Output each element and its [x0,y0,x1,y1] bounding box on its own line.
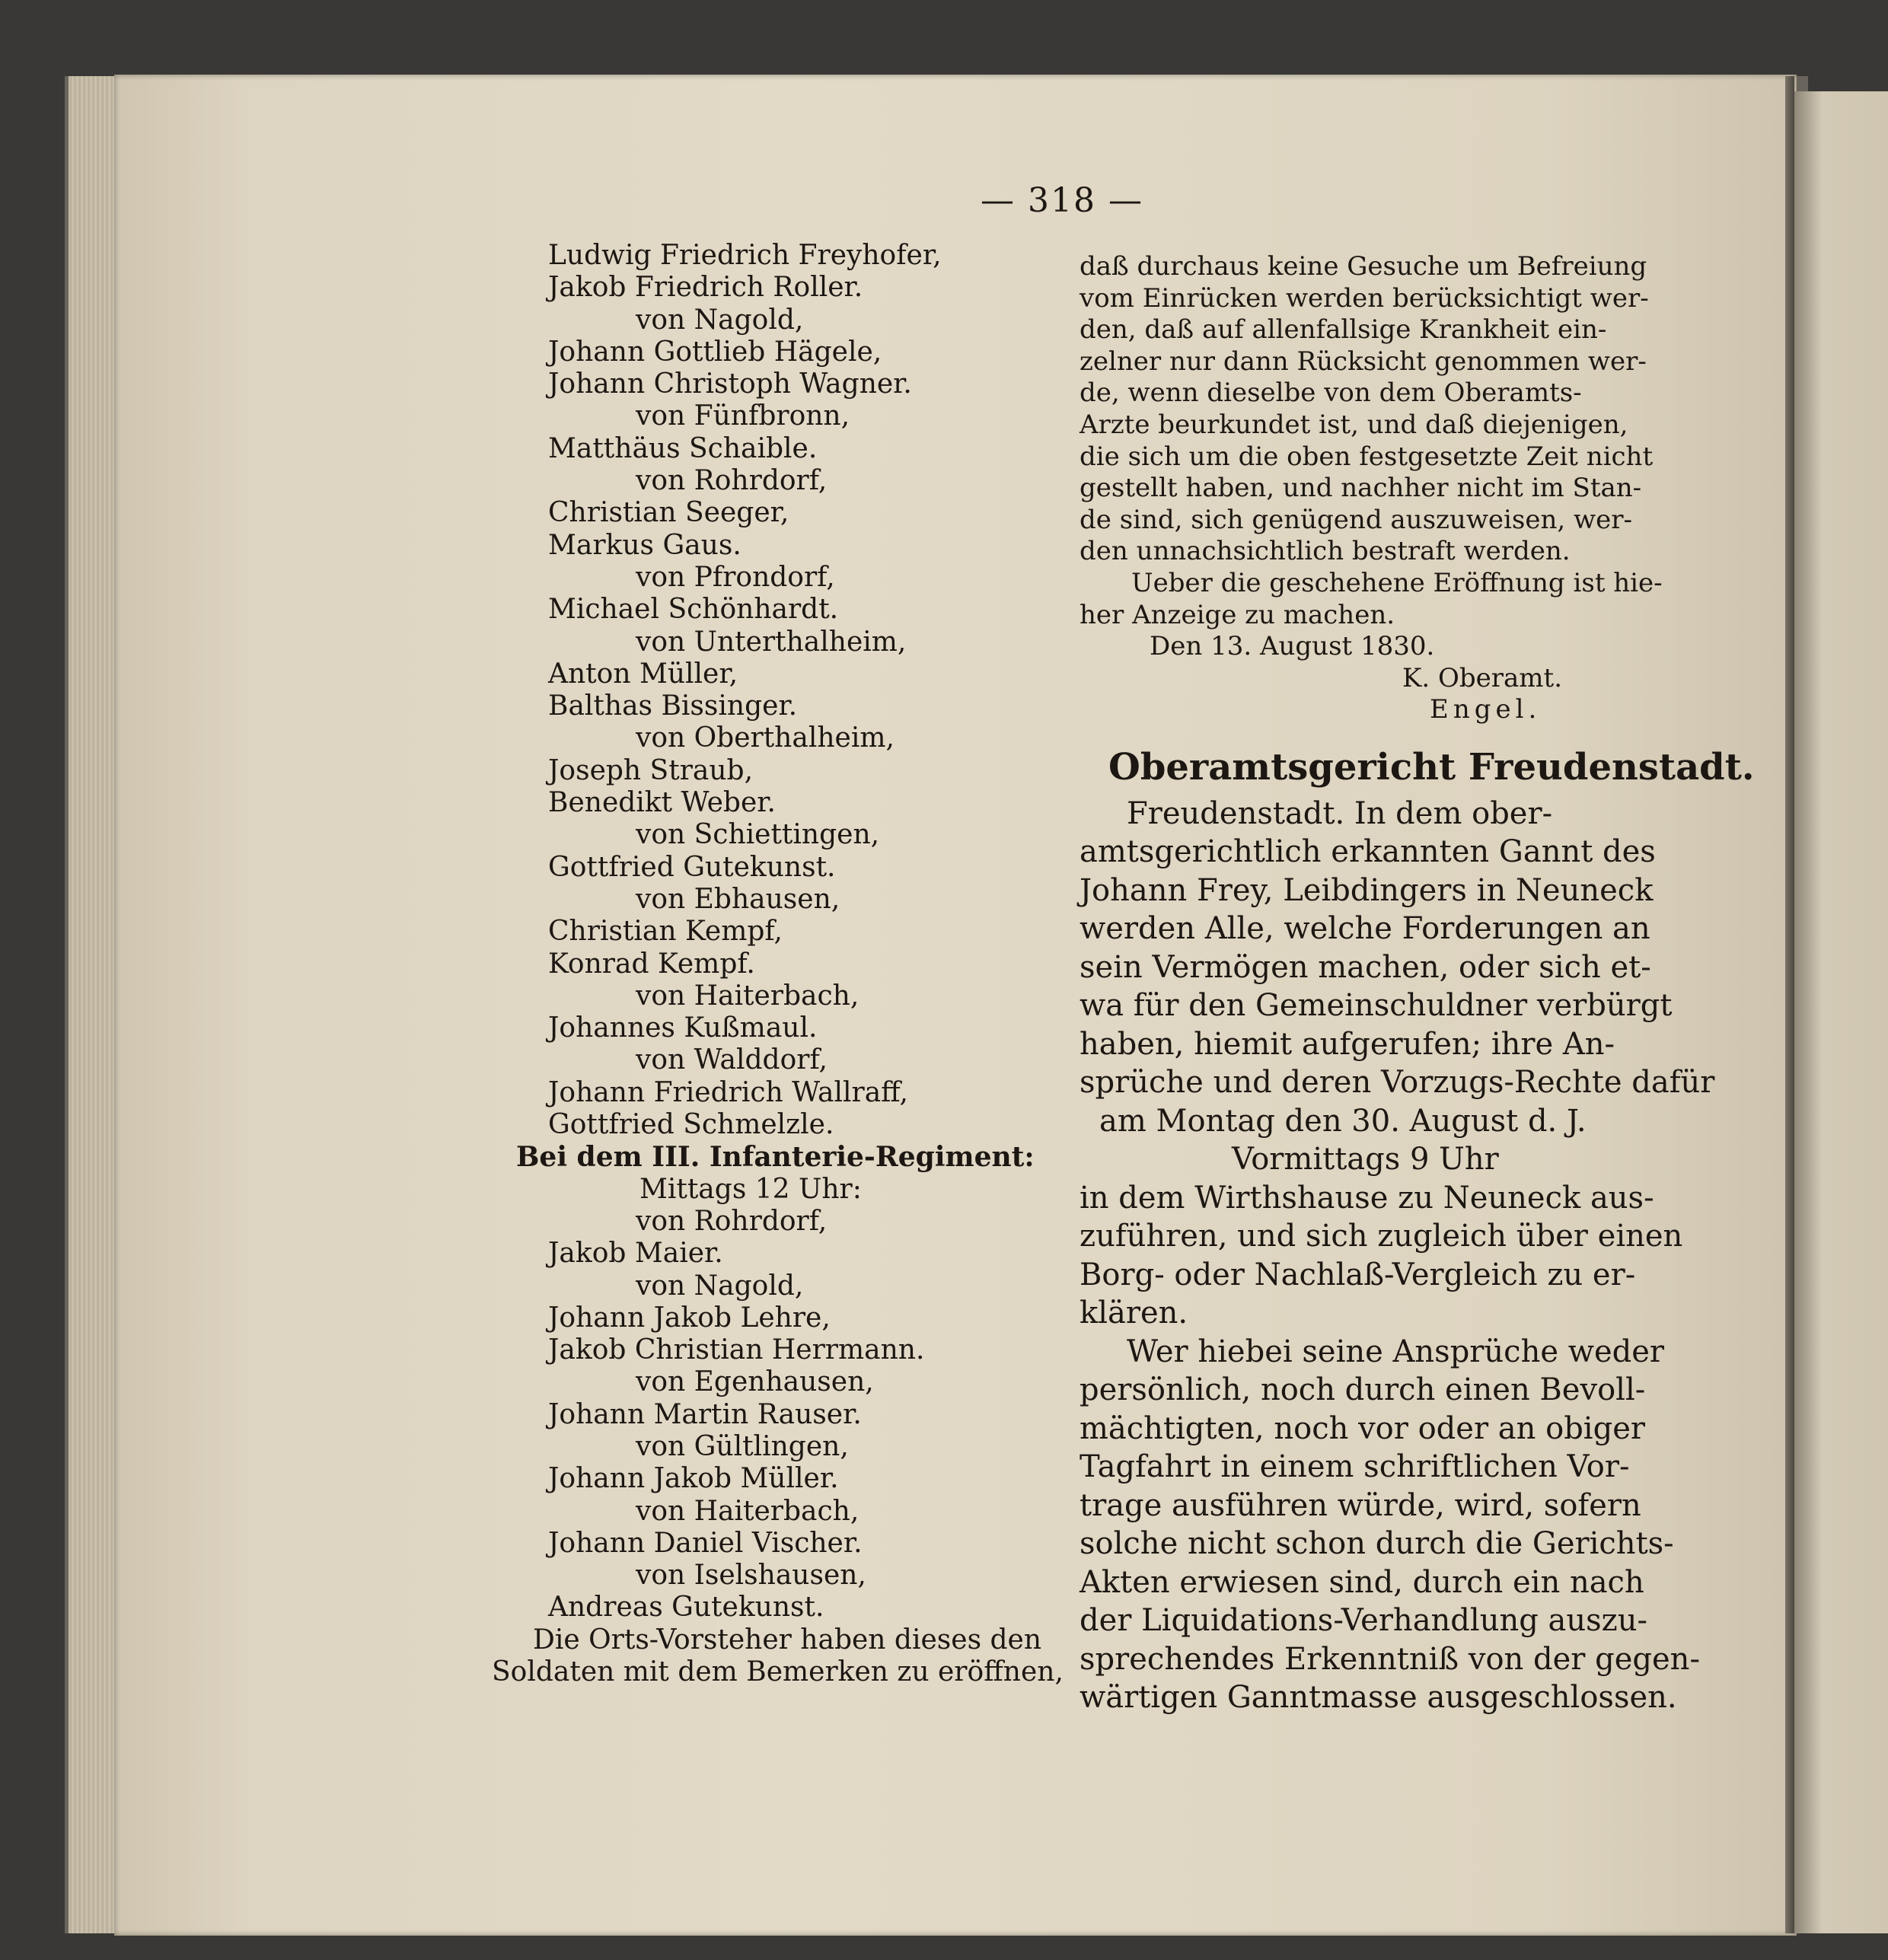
text-line: trage ausführen würde, wird, sofern [1080,1487,1641,1523]
text-line: Johann Frey, Leibdingers in Neuneck [1080,872,1654,908]
text-line: Akten erwiesen sind, durch ein nach [1080,1564,1644,1600]
place-heading: von Ebhausen, [636,883,840,915]
text-line: Bei dem III. Infanterie-Regiment: [516,1141,1035,1174]
text-line: Wer hiebei seine Ansprüche weder [1127,1334,1665,1369]
place-heading: von Unterthalheim, [636,626,907,658]
text-line: her Anzeige zu machen. [1080,599,1395,630]
text-line: amtsgerichtlich erkannten Gannt des [1080,834,1656,870]
soldier-name: Matthäus Schaible. [548,432,818,464]
soldier-name: Anton Müller, [548,658,738,690]
text-line: werden Alle, welche Forderungen an [1080,911,1650,947]
text-line: Borg- oder Nachlaß-Vergleich zu er- [1080,1257,1636,1292]
soldier-name: Jakob Christian Herrmann. [548,1334,925,1366]
place-heading: von Egenhausen, [636,1366,874,1398]
place-heading: von Gültlingen, [636,1430,849,1462]
facing-page-edge [1794,91,1888,1933]
place-heading: von Pfrondorf, [636,561,835,593]
soldier-name: Benedikt Weber. [548,787,776,819]
text-line: Ueber die geschehene Eröffnung ist hie- [1131,567,1663,598]
place-heading: von Haiterbach, [636,980,859,1012]
place-heading: von Nagold, [636,1270,804,1302]
soldier-name: Johann Daniel Vischer. [548,1527,863,1559]
text-line: sprüche und deren Vorzugs-Rechte dafür [1080,1065,1715,1101]
place-heading: von Nagold, [636,304,804,336]
soldier-name: Konrad Kempf. [548,948,755,980]
text-line: sein Vermögen machen, oder sich et- [1080,949,1651,985]
date-line: Den 13. August 1830. [1150,631,1435,662]
announcement-continuation [1080,251,1663,726]
soldier-name: Johann Jakob Lehre, [548,1302,831,1334]
text-line: zelner nur dann Rücksicht genommen wer- [1080,346,1647,377]
soldier-name: Johann Friedrich Wallraff, [548,1076,908,1108]
text-line: Arzte beurkundet ist, und daß diejenigen, [1080,409,1628,440]
court-notice [1080,795,1715,1717]
place-heading: von Haiterbach, [636,1495,859,1527]
right-column [1080,251,1755,1717]
text-line: wärtigen Ganntmasse ausgeschlossen. [1080,1680,1677,1716]
soldier-name: Christian Seeger, [548,497,789,529]
soldier-name: Balthas Bissinger. [548,690,798,722]
text-line: gestellt haben, und nachher nicht im Stan- [1080,473,1642,504]
text-line: de, wenn dieselbe von dem Oberamts- [1080,378,1582,409]
text-line: Mittags 12 Uhr: [639,1173,862,1205]
text-line: den unnachsichtlich bestraft werden. [1080,536,1571,567]
section-heading: Oberamtsgericht Freudenstadt. [1108,745,1755,789]
soldier-name: Johannes Kußmaul. [548,1012,818,1044]
place-heading: von Fünfbronn, [636,400,850,432]
text-line: daß durchaus keine Gesuche um Befreiung [1080,251,1647,282]
place-heading: von Oberthalheim, [636,722,895,754]
soldier-name: Michael Schönhardt. [548,594,839,626]
text-line: am Montag den 30. August d. J. [1099,1103,1587,1139]
left-column [487,240,1066,1688]
soldier-name: Ludwig Friedrich Freyhofer, [548,240,942,271]
soldier-name: Johann Christoph Wagner. [548,368,912,400]
text-line: sprechendes Erkenntniß von der gegen- [1080,1641,1700,1677]
place-heading: von Rohrdorf, [636,465,828,497]
place-heading: von Iselshausen, [636,1560,866,1592]
text-line: Freudenstadt. In dem ober- [1127,795,1553,831]
text-line: solche nicht schon durch die Gerichts- [1080,1526,1674,1562]
place-heading: von Rohrdorf, [636,1205,828,1237]
text-line: mächtigten, noch vor oder an obiger [1080,1410,1645,1446]
text-line: Die Orts-Vorsteher haben dieses den [533,1624,1042,1656]
soldier-name: Jakob Maier. [548,1238,723,1270]
text-line: in dem Wirthshause zu Neuneck aus- [1080,1180,1654,1216]
book-gutter [1785,76,1794,1933]
soldier-name: Gottfried Schmelzle. [548,1109,834,1141]
soldier-name: Christian Kempf, [548,916,783,948]
text-line: vom Einrücken werden berücksichtigt wer- [1080,282,1649,314]
text-line: persönlich, noch durch einen Bevoll- [1080,1372,1646,1408]
soldier-name: Jakob Friedrich Roller. [548,272,863,304]
text-line: de sind, sich genügend auszuweisen, wer- [1080,504,1632,535]
soldier-name: Johann Gottlieb Hägele, [548,336,882,368]
soldier-name: Gottfried Gutekunst. [548,851,836,883]
text-line: der Liquidations-Verhandlung auszu- [1080,1603,1648,1639]
text-line: haben, hiemit aufgerufen; ihre An- [1080,1026,1615,1062]
text-line: Vormittags 9 Uhr [1232,1142,1499,1178]
text-line: die sich um die oben festgesetzte Zeit nicht [1080,441,1654,472]
soldier-name: Andreas Gutekunst. [548,1592,824,1624]
text-line: Tagfahrt in einem schriftlichen Vor- [1080,1449,1630,1485]
place-heading: von Schiettingen, [636,819,880,851]
page-number: — 318 — [981,181,1143,220]
text-line: zuführen, und sich zugleich über einen [1080,1219,1683,1254]
text-line: K. Oberamt. [1402,662,1563,693]
text-line: den, daß auf allenfallsige Krankheit ein- [1080,314,1607,346]
soldier-name: Johann Jakob Müller. [548,1463,839,1495]
soldier-name: Joseph Straub, [548,754,754,786]
soldier-name: Markus Gaus. [548,529,741,561]
place-heading: von Walddorf, [636,1044,828,1076]
text-line: Soldaten mit dem Bemerken zu eröffnen, [492,1656,1064,1688]
soldier-name: Johann Martin Rauser. [548,1398,862,1430]
text-line: wa für den Gemeinschuldner verbürgt [1080,988,1673,1024]
signature: Engel. [1430,694,1542,725]
text-line: klären. [1080,1296,1188,1331]
